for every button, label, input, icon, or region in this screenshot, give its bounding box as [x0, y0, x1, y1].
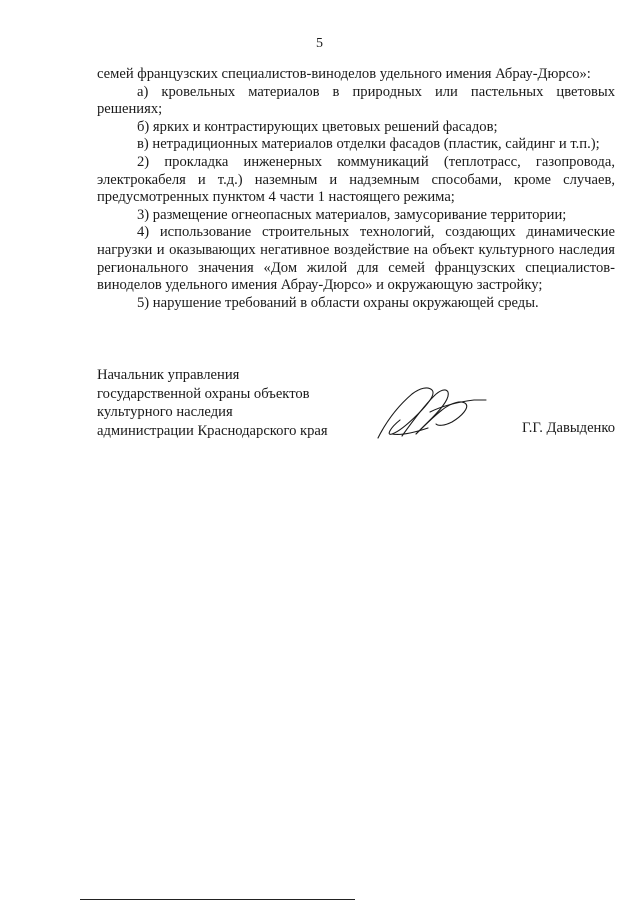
- list-item-2: 2) прокладка инженерных коммуникаций (теплотрасс, газопровода, электрокабеля и т.д.) наземным и надземным способами, кроме случаев, предусмотренных пунктом 4 части 1 настоящего режима;: [97, 153, 615, 206]
- signature-block: [97, 366, 615, 446]
- list-item-5: 5) нарушение требований в области охраны окружающей среды.: [137, 294, 539, 311]
- list-item-b: б) ярких и контрастирующих цветовых решений фасадов;: [137, 118, 498, 135]
- signer-position-line: культурного наследия: [97, 404, 233, 420]
- document-body: [97, 66, 615, 312]
- signer-position-line: Начальник управления: [97, 367, 240, 383]
- signer-position-line: государственной охраны объектов: [97, 385, 310, 402]
- signer-name: Г.Г. Давыденко: [521, 420, 615, 436]
- page-number: 5: [316, 36, 323, 51]
- list-item-3: 3) размещение огнеопасных материалов, замусоривание территории;: [137, 206, 567, 223]
- continuation-line: семей французских специалистов-виноделов удельного имения Абрау-Дюрсо»:: [97, 66, 591, 82]
- signer-position-line: администрации Краснодарского края: [97, 422, 328, 439]
- list-item-v: в) нетрадиционных материалов отделки фасадов (пластик, сайдинг и т.п.);: [137, 136, 600, 153]
- list-item-a: а) кровельных материалов в природных или пастельных цветовых решениях;: [97, 83, 615, 118]
- footer-rule: [80, 899, 355, 900]
- list-item-4: 4) использование строительных технологий, создающих динамические нагрузки и оказывающих негативное воздействие на объект культурного наследия регионального значения «Дом жилой для семей французских специалистов-виноделов удельного имения Абрау-Дюрсо» и окружающую застройку;: [97, 224, 615, 294]
- handwritten-signature: [372, 382, 492, 446]
- signer-position: [97, 366, 357, 440]
